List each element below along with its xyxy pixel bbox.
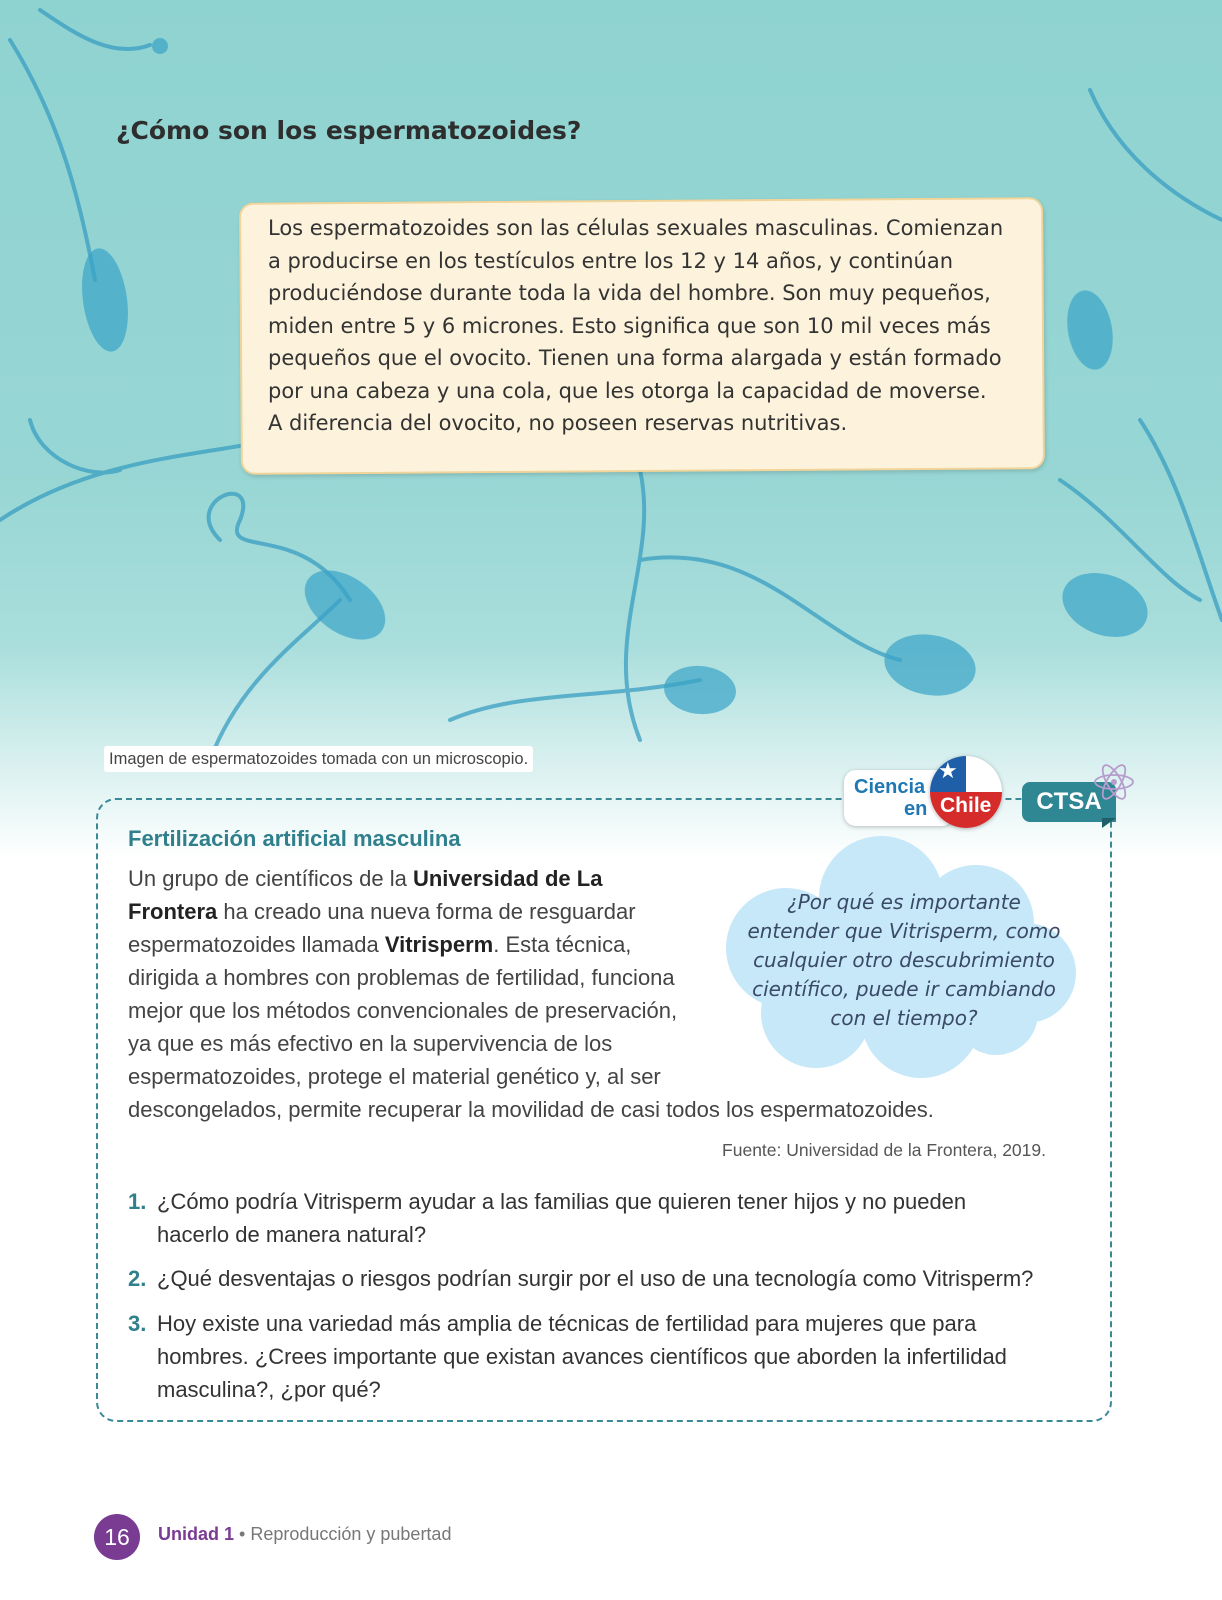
chile-label: Chile (940, 794, 992, 817)
question-line: ¿Cómo podría Vitrisperm ayudar a las familias que quieren tener hijos y no pueden (157, 1189, 967, 1214)
question-number: 2. (128, 1266, 147, 1291)
body-line (128, 928, 934, 961)
ctsa-tail (1102, 818, 1116, 828)
ctsa-badge: CTSA (1022, 782, 1116, 822)
article-body (128, 862, 934, 1126)
info-line: miden entre 5 y 6 micrones. Esto significa que son 10 mil veces más (268, 313, 991, 338)
image-caption: Imagen de espermatozoides tomada con un microscopio. (104, 746, 533, 772)
cloud-line: entender que Vitrisperm, como (747, 919, 1061, 943)
text-run: Un grupo de científicos de la (128, 866, 413, 891)
unit-label: Unidad 1 (158, 1524, 235, 1544)
body-line (128, 895, 934, 928)
body-line (128, 862, 934, 895)
text-run: espermatozoides llamada (128, 932, 385, 957)
cloud-line: cualquier otro descubrimiento (753, 948, 1055, 972)
page-title: ¿Cómo son los espermatozoides? (116, 116, 582, 145)
page-number: 16 (94, 1514, 140, 1560)
source-citation: Fuente: Universidad de la Frontera, 2019. (722, 1140, 1046, 1160)
info-line: pequeños que el ovocito. Tienen una forma alargada y están formado (268, 346, 1002, 370)
text-run: ha creado una nueva forma de resguardar (217, 899, 636, 924)
info-text (268, 212, 1048, 440)
info-line: por una cabeza y una cola, que les otorga la capacidad de moverse. (268, 378, 987, 403)
article-title: Fertilización artificial masculina (128, 826, 461, 851)
ciencia-label: Ciencia (854, 776, 926, 798)
info-line: produciéndose durante toda la vida del hombre. Son muy pequeños, (268, 281, 991, 305)
chile-flag-icon (930, 756, 1002, 828)
body-line: dirigida a hombres con problemas de fertilidad, funciona (128, 965, 675, 990)
question-line: ¿Qué desventajas o riesgos podrían surgir por el uso de una tecnología como Vitrisperm? (157, 1266, 1034, 1291)
question-line: Hoy existe una variedad más amplia de técnicas de fertilidad para mujeres que para (157, 1311, 977, 1336)
en-label: en (904, 798, 928, 820)
cloud-line: ¿Por qué es importante (787, 890, 1021, 914)
vitrisperm-term: Vitrisperm (384, 932, 494, 957)
question-line: hacerlo de manera natural? (157, 1222, 427, 1247)
info-line: a producirse en los testículos entre los 12 y 14 años, y continúan (268, 248, 954, 273)
question-line: masculina?, ¿por qué? (157, 1377, 381, 1402)
text-run: . Esta técnica, (493, 932, 632, 957)
body-line: mejor que los métodos convencionales de preservación, (128, 998, 678, 1023)
star-icon: ★ (938, 759, 958, 784)
footer-separator: • (234, 1524, 251, 1544)
body-line: ya que es más efectivo en la supervivencia de los (128, 1031, 613, 1056)
info-line: Los espermatozoides son las células sexuales masculinas. Comienzan (268, 216, 1004, 240)
body-line: espermatozoides, protege el material genético y, al ser (128, 1064, 661, 1089)
cloud-line: con el tiempo? (830, 1006, 978, 1030)
info-line: A diferencia del ovocito, no poseen reservas nutritivas. (268, 411, 848, 435)
question-line: hombres. ¿Crees importante que existan avances científicos que aborden la infertilidad (157, 1344, 1007, 1369)
university-name: Frontera (128, 899, 218, 924)
question-number: 3. (128, 1311, 147, 1336)
university-name: Universidad de La (412, 866, 603, 891)
question-number: 1. (128, 1189, 147, 1214)
footer-breadcrumb (158, 1524, 451, 1545)
section-label: Reproducción y pubertad (250, 1524, 452, 1544)
atom-icon (1092, 760, 1136, 804)
cloud-line: científico, puede ir cambiando (752, 977, 1056, 1001)
body-line: descongelados, permite recuperar la movilidad de casi todos los espermatozoides. (128, 1097, 934, 1122)
